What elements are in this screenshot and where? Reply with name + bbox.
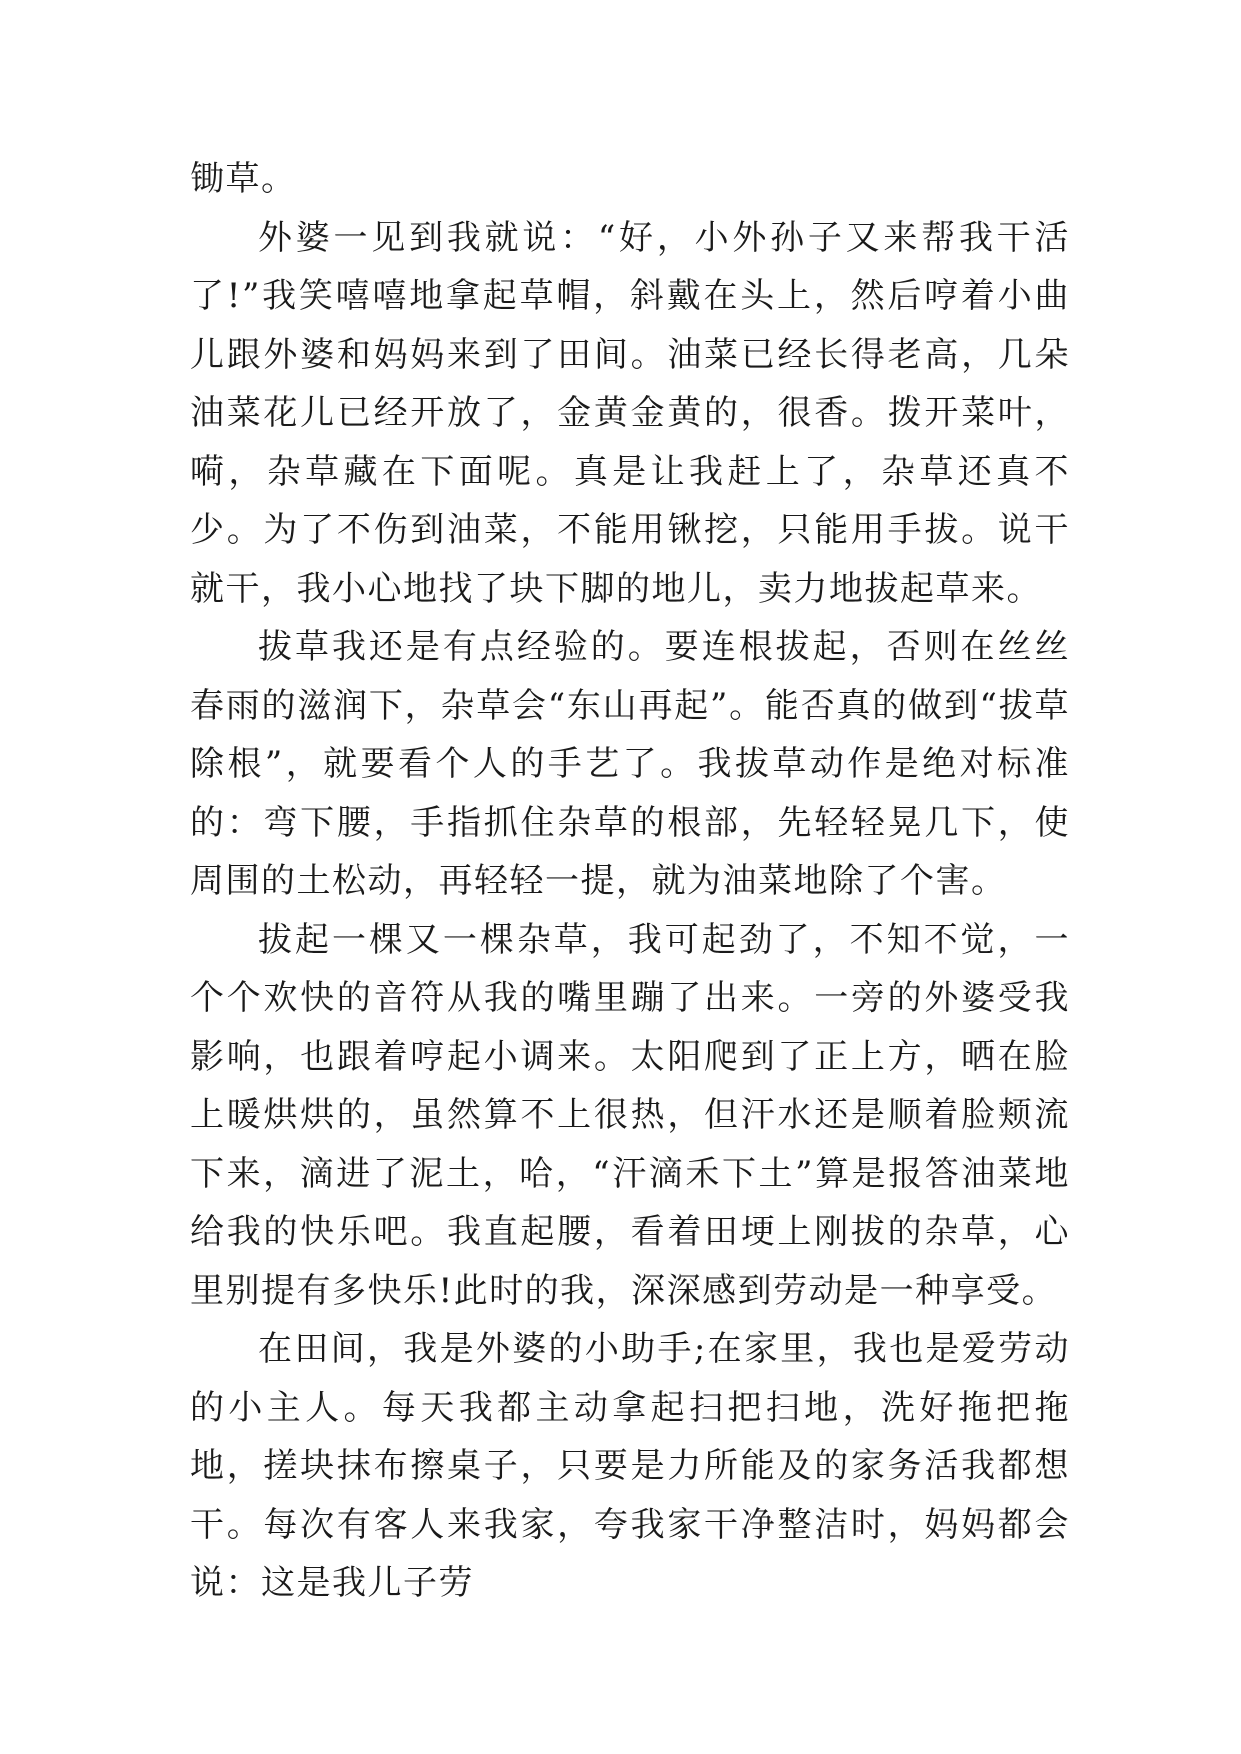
document-body <box>190 150 1070 1613</box>
paragraph-3: 拔草我还是有点经验的。要连根拔起，否则在丝丝春雨的滋润下，杂草会“东山再起”。能否真的做到“拔草除根”，就要看个人的手艺了。我拔草动作是绝对标准的：弯下腰，手指抓住杂草的根部，先轻轻晃几下，使周围的土松动，再轻轻一提，就为油菜地除了个害。 <box>190 627 1070 901</box>
paragraph-1: 锄草。 <box>190 159 297 199</box>
paragraph-4: 拔起一棵又一棵杂草，我可起劲了，不知不觉，一个个欢快的音符从我的嘴里蹦了出来。一旁的外婆受我影响，也跟着哼起小调来。太阳爬到了正上方，晒在脸上暖烘烘的，虽然算不上很热，但汗水还是顺着脸颊流下来，滴进了泥土，哈，“汗滴禾下土”算是报答油菜地给我的快乐吧。我直起腰，看着田埂上刚拔的杂草，心里别提有多快乐!此时的我，深深感到劳动是一种享受。 <box>190 919 1070 1311</box>
paragraph-2: 外婆一见到我就说：“好，小外孙子又来帮我干活了!”我笑嘻嘻地拿起草帽，斜戴在头上，然后哼着小曲儿跟外婆和妈妈来到了田间。油菜已经长得老高，几朵油菜花儿已经开放了，金黄金黄的，很香。拨开菜叶，嗬，杂草藏在下面呢。真是让我赶上了，杂草还真不少。为了不伤到油菜，不能用锹挖，只能用手拔。说干就干，我小心地找了块下脚的地儿，卖力地拔起草来。 <box>190 217 1070 609</box>
paragraph-5: 在田间，我是外婆的小助手;在家里，我也是爱劳动的小主人。每天我都主动拿起扫把扫地，洗好拖把拖地，搓块抹布擦桌子，只要是力所能及的家务活我都想干。每次有客人来我家，夸我家干净整洁时，妈妈都会说：这是我儿子劳 <box>190 1329 1070 1603</box>
